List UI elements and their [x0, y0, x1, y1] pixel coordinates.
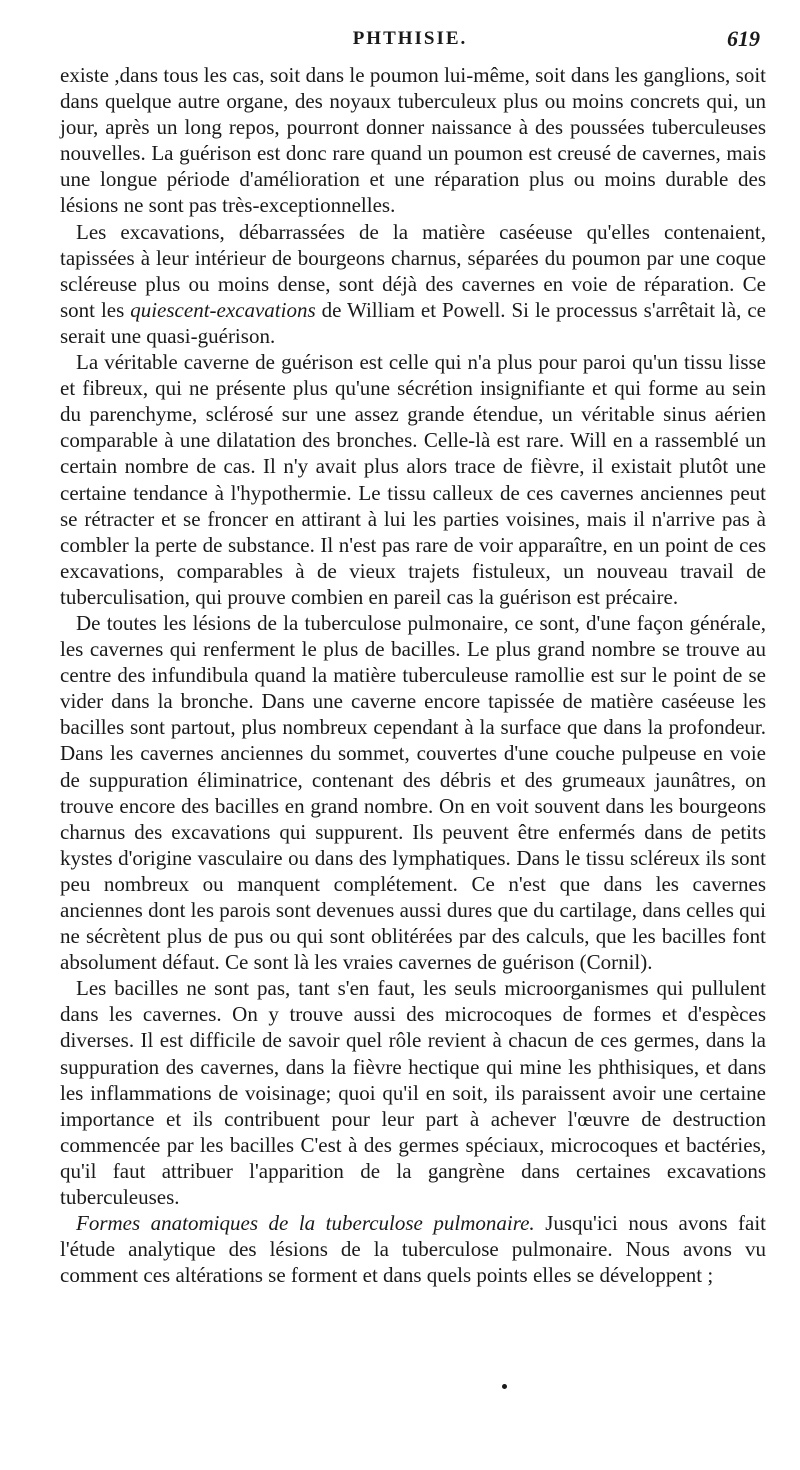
- page-number: 619: [727, 26, 760, 51]
- paragraph-text: Les excavations, débarrassées de la matière caséeuse qu'elles contenaient, tapissées à leur intérieur de bourgeons charnus, séparées du poumon par une coque scléreuse plus ou moins dense, sont déjà des cavernes en voie de réparation. Ce sont les: [60, 219, 766, 322]
- paragraph-text: Jusqu'ici nous avons fait l'étude analytique des lésions de la tuberculose pulmonaire. Nous avons vu comment ces altérations se forment et dans quels points elles se développent ;: [60, 1211, 766, 1288]
- section-heading: Formes anatomiques de la tuberculose pulmonaire.: [76, 1211, 535, 1236]
- paragraph: [60, 219, 766, 349]
- running-title: PHTHISIE.: [352, 28, 468, 49]
- italic-term: quiescent-excavations: [130, 297, 316, 322]
- paragraph: De toutes les lésions de la tuberculose pulmonaire, ce sont, d'une façon générale, les cavernes qui renferment le plus de bacilles. Le plus grand nombre se trouve au centre des infundibula quand la matière tuberculeuse ramollie est sur le point de se vider dans la bronche. Dans une caverne encore tapissée de matière caséeuse les bacilles sont partout, plus nombreux cependant à la surface que dans la profondeur. Dans les cavernes anciennes du sommet, couvertes d'une couche pulpeuse en voie de suppuration éliminatrice, contenant des débris et des grumeaux jaunâtres, on trouve encore des bacilles en grand nombre. On en voit souvent dans les bourgeons charnus des excavations qui suppurent. Ils peuvent être enfermés dans de petits kystes d'origine vasculaire ou dans des lymphatiques. Dans le tissu scléreux ils sont peu nombreux ou manquent complétement. Ce n'est que dans les cavernes anciennes dont les parois sont devenues aussi dures que du cartilage, dans celles qui ne sécrètent plus de pus ou qui sont oblitérées par des calculs, que les bacilles font absolument défaut. Ce sont là les vraies cavernes de guérison (Cornil).: [60, 610, 766, 975]
- paragraph: [60, 1210, 766, 1288]
- ink-dot: [502, 1384, 507, 1389]
- paragraph: existe ,dans tous les cas, soit dans le poumon lui-même, soit dans les ganglions, soit dans quelque autre organe, des noyaux tuberculeux plus ou moins concrets qui, un jour, après un long repos, pourront donner naissance à des poussées tuberculeuses nouvelles. La guérison est donc rare quand un poumon est creusé de cavernes, mais une longue période d'amélioration et une réparation plus ou moins durable des lésions ne sont pas très-exceptionnelles.: [60, 63, 766, 218]
- running-head: [60, 26, 760, 60]
- paragraph: La véritable caverne de guérison est celle qui n'a plus pour paroi qu'un tissu lisse et fibreux, qui ne présente plus qu'une sécrétion insignifiante et qui forme au sein du parenchyme, sclérosé sur une assez grande étendue, un véritable sinus aérien comparable à une dilatation des bronches. Celle-là est rare. Will en a rassemblé un certain nombre de cas. Il n'y avait plus alors trace de fièvre, il existait plutôt une certaine tendance à l'hypothermie. Le tissu calleux de ces cavernes anciennes peut se rétracter et se froncer en attirant à lui les parties voisines, mais il n'arrive pas à combler la perte de substance. Il n'est pas rare de voir apparaître, en un point de ces excavations, comparables à de vieux trajets fistuleux, un nouveau travail de tuberculisation, qui prouve combien en pareil cas la guérison est précaire.: [60, 350, 766, 609]
- body-text: [60, 62, 766, 1288]
- paragraph-text: de William et Powell. Si le processus s'arrêtait là, ce serait une quasi-guérison.: [60, 297, 766, 348]
- paragraph: Les bacilles ne sont pas, tant s'en faut, les seuls microorganismes qui pullulent dans les cavernes. On y trouve aussi des microcoques de formes et d'espèces diverses. Il est difficile de savoir quel rôle revient à chacun de ces germes, dans la suppuration des cavernes, dans la fièvre hectique qui mine les phthisiques, et dans les inflammations de voisinage; quoi qu'il en soit, ils paraissent avoir une certaine importance et ils contribuent pour leur part à achever l'œuvre de destruction commencée par les bacilles C'est à des germes spéciaux, microcoques et bactéries, qu'il faut attribuer l'apparition de la gangrène dans certaines excavations tuberculeuses.: [60, 976, 766, 1210]
